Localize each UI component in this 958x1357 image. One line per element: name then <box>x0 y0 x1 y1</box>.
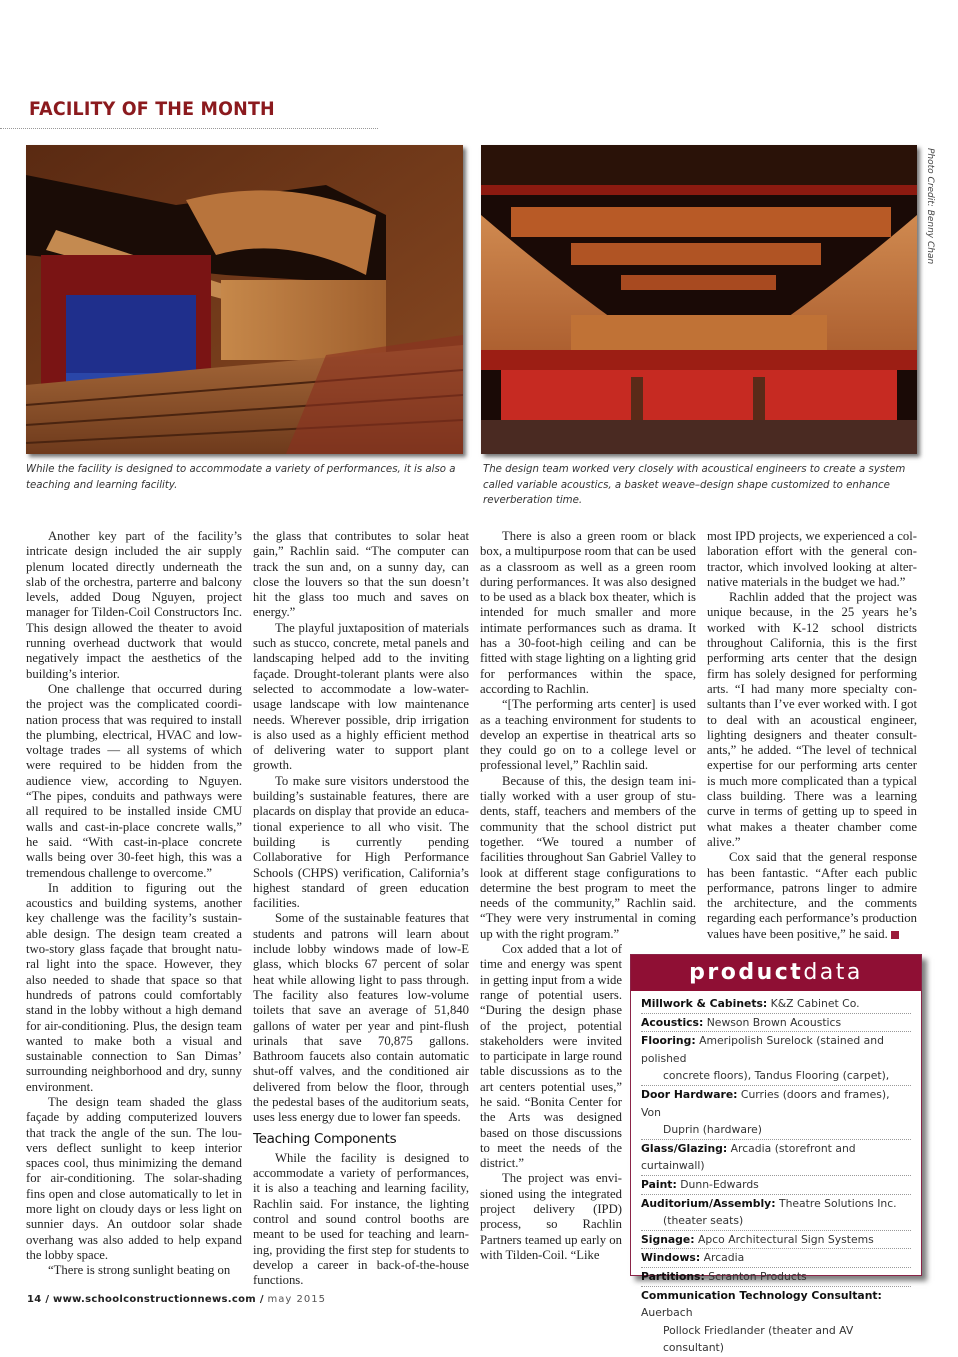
product-data-value: Auerbach <box>641 1306 693 1320</box>
paragraph: To make sure visitors understood the building’s sustainable features, there are placards on display that provide an educational experience to all who visit. The building is currently pending Collaborative for High Performance Schools (CHPS) verification, California’s highest standard of green education facilities. <box>253 773 469 911</box>
issue-date: may 2015 <box>267 1294 326 1305</box>
auditorium-stage-illustration <box>26 145 463 454</box>
product-data-value-continued: concrete floors), Tandus Flooring (carpet), <box>663 1069 890 1083</box>
product-data-value: Theatre Solutions Inc. <box>778 1196 897 1210</box>
paragraph: There is also a green room or black box, a multipurpose room that can be used as a classroom as well as a green room during performances. It was also designed to be used as a black box theater, which is intended for much smaller and more intimate performances such as drama. It has a 30-foot-high ceiling and can be fitted with stage lighting on a lighting grid for performances within the space, according to Rachlin. <box>480 529 696 696</box>
product-data-header <box>631 955 921 991</box>
product-data-value: Curries (doors and frames), Von <box>641 1087 890 1119</box>
product-data-value: Scranton Products <box>708 1269 807 1283</box>
product-data-list <box>631 991 921 1357</box>
product-data-value: Dunn-Edwards <box>680 1177 759 1191</box>
paragraph: The design team shaded the glass façade by adding computerized louvers that track the angle of the sun. The louvers deflect sunlight to keep interior spaces cool, thus minimizing the demand for air-conditioning. The solar-shading fins open and close automatically to let in more light on cloudy days or less light on sunnier days. An outdoor solar shade overhang was also added to help expand the lobby space. <box>26 1094 242 1262</box>
page-number: 14 <box>27 1294 42 1305</box>
product-data-value: Apco Architectural Sign Systems <box>697 1232 874 1246</box>
product-data-item <box>641 1231 911 1250</box>
auditorium-seating-illustration <box>481 145 917 454</box>
product-data-title-light: data <box>803 960 863 985</box>
narrow-text-wrap <box>480 942 622 1263</box>
product-data-box <box>630 954 922 1355</box>
product-data-value-continued: (theater seats) <box>663 1214 744 1228</box>
photo-auditorium-stage <box>26 145 463 454</box>
product-data-value: Arcadia <box>703 1251 745 1265</box>
paragraph: In addition to figuring out the acoustics and building systems, another key challenge was the facility’s sustainable design. The design team created a two-story glass façade that brought natural light into the space. However, they also needed to shade that space so that hundreds of patrons could comfortably stand in the lobby without a high demand for air-conditioning. Plus, the design team wanted to make both a visual and sustainable connection to San Dimas’ surrounding neighborhood and dry, sunny environment. <box>26 880 242 1094</box>
product-data-item <box>641 1287 911 1357</box>
product-data-value-continued: Duprin (hardware) <box>663 1123 763 1137</box>
photo-auditorium-seating <box>481 145 917 454</box>
end-of-article-mark-icon <box>891 931 899 939</box>
product-data-value: K&Z Cabinet Co. <box>770 997 860 1010</box>
product-data-item <box>641 1140 911 1176</box>
product-data-title-bold: product <box>689 960 804 985</box>
product-data-item <box>641 1268 911 1287</box>
paragraph: One challenge that occurred during the project was the complicated coordination process that was required to install the plumbing, electrical, HVAC and low-voltage trades — all systems of which were required to be hidden from the audience view, according to Nguyen. “The pipes, conduits and pathways were all required to be installed inside CMU walls and cast-in-place concrete walls,” he said. “With cast-in-place concrete walls being over 30-feet high, this was a tremendous challenge to overcome.” <box>26 681 242 880</box>
paragraph: Cox added that a lot of time and energy was spent in getting input from a wide range of potential users. “During the design phase of the project, potential stakeholders were invited to participate in large round table discussions as to the art centers potential uses,” he said. “Bonita Center for the Arts was designed based on those discussions to meet the needs of the district.” <box>480 942 623 1171</box>
section-title: FACILITY OF THE MONTH <box>29 98 275 120</box>
paragraph: Rachlin added that the project was unique because, in the 25 years he’s worked with K-12 school districts throughout California, this is the first performing arts center that the design firm has solely designed for performing arts. “I had many more specialty consultants than I’ve ever worked with. I got to deal with an acoustical engineer, lighting designers and theater consultants,” he added. “The level of technical expertise for our performing arts center is much more complicated than a typical class building. There was a learning curve in terms of getting up to speed in what makes a theater chamber come alive.” <box>707 590 917 849</box>
product-data-label: Windows: <box>641 1251 701 1265</box>
product-data-item <box>641 995 911 1014</box>
product-data-value-continued: Pollock Friedlander (theater and AV consultant) <box>663 1323 854 1355</box>
product-data-label: Communication Technology Consultant: <box>641 1288 882 1302</box>
footer-url[interactable]: www.schoolconstructionnews.com <box>53 1294 257 1305</box>
paragraph: most IPD projects, we experienced a collaboration effort with the general contractor, which involved looking at alternative materials in the budget we had.” <box>707 529 917 589</box>
photo-caption-left: While the facility is designed to accommodate a variety of performances, it is also a teaching and learning facility. <box>26 464 456 491</box>
product-data-value: Ameripolish Surelock (stained and polished <box>641 1034 884 1065</box>
paragraph <box>707 850 917 942</box>
product-data-label: Millwork & Cabinets: <box>641 997 768 1010</box>
paragraph: Because of this, the design team initially worked with a user group of students, staff, teachers and members of the community that the school district put together. “We toured a number of facilities throughout San Gabriel Valley to look at different stage configurations to determine the best program to meet the needs of the community,” Rachlin said. “They were very instrumental in coming up with the right program.” <box>480 773 696 941</box>
page-footer: 14 / www.schoolconstructionnews.com / may 2015 <box>27 1294 326 1305</box>
title-divider <box>0 128 378 129</box>
subheading-teaching-components: Teaching Components <box>253 1130 397 1147</box>
article-column-1 <box>26 529 242 1279</box>
product-data-item <box>641 1249 911 1268</box>
article-column-4 <box>707 529 917 942</box>
product-data-label: Glass/Glazing: <box>641 1141 728 1155</box>
product-data-item <box>641 1176 911 1195</box>
product-data-value: Newson Brown Acoustics <box>706 1015 842 1029</box>
article-column-2 <box>253 529 469 1289</box>
product-data-label: Flooring: <box>641 1034 696 1048</box>
paragraph: While the facility is designed to accommodate a variety of performances, it is also a teaching and learning facility, Rachlin said. For instance, the lighting control and sound control booths are meant to be used for teaching and learning, providing the first step for students to develop a career in back-of-the-house functions. <box>253 1150 469 1288</box>
product-data-item <box>641 1014 911 1033</box>
paragraph: the glass that contributes to solar heat gain,” Rachlin said. “The computer can track the sun and, on a sunny day, can close the louvers so that the sun doesn’t hit the glass too much and saves on energy.” <box>253 529 469 620</box>
product-data-label: Signage: <box>641 1232 695 1246</box>
paragraph-text: Cox said that the general response has been fantastic. “After each public performance, patrons linger to admire the architecture, and the comments regarding each performance’s production values have been positive,” he said. <box>707 850 917 941</box>
product-data-item <box>641 1032 911 1086</box>
product-data-item <box>641 1086 911 1140</box>
product-data-label: Door Hardware: <box>641 1087 738 1101</box>
photo-credit: Photo Credit: Benny Chan <box>925 148 935 265</box>
photo-caption-right: The design team worked very closely with acoustical engineers to create a system called variable acoustics, a basket weave–design shape customized to enhance reverberation time. <box>483 464 906 506</box>
paragraph: Another key part of the facility’s intricate design included the air supply plenum located directly underneath the slab of the orchestra, parterre and balcony levels, added Doug Nguyen, project manager for Tilden-Coil Constructors Inc. This design allowed the theater to avoid running overhead ductwork that would negatively impact the aesthetics of the building’s interior. <box>26 529 242 681</box>
paragraph: The project was envisioned using the integrated project delivery (IPD) process, so Rachlin Partners teamed up early on with Tilden-Coil. “Like <box>480 1171 622 1262</box>
product-data-value: Arcadia (storefront and curtainwall) <box>641 1141 856 1173</box>
paragraph: “[The performing arts center] is used as a teaching environment for students to develop an expertise in theatrical arts so they could go on to a college level or professional level,” Rachlin said. <box>480 697 696 773</box>
paragraph: The playful juxtaposition of materials such as stucco, concrete, metal panels and landscaping helped add to the inviting façade. Drought-tolerant plants were also selected to accommodate a low-water-usage landscape with low maintenance needs. Wherever possible, drip irrigation is also used as a highly efficient method of delivering water to support plant growth. <box>253 620 469 773</box>
product-data-label: Paint: <box>641 1177 677 1191</box>
paragraph: Some of the sustainable features that students and patrons will learn about include lobby windows made of low-E glass, which blocks 67 percent of solar heat while allowing light to pass through. The facility also features low-volume toilets that save an average of 51,840 gallons of water per year and pint-flush urinals that save 70,875 gallons. Bathroom faucets also contain automatic shut-off valves, and the conditioned air delivered from below the floor, through the pedestal bases of the auditorium seats, uses less energy due to lower fan speeds. <box>253 911 469 1125</box>
product-data-label: Auditorium/Assembly: <box>641 1196 776 1210</box>
paragraph: “There is strong sunlight beating on <box>48 1263 231 1278</box>
product-data-label: Partitions: <box>641 1269 705 1283</box>
product-data-item <box>641 1195 911 1231</box>
product-data-label: Acoustics: <box>641 1015 704 1029</box>
